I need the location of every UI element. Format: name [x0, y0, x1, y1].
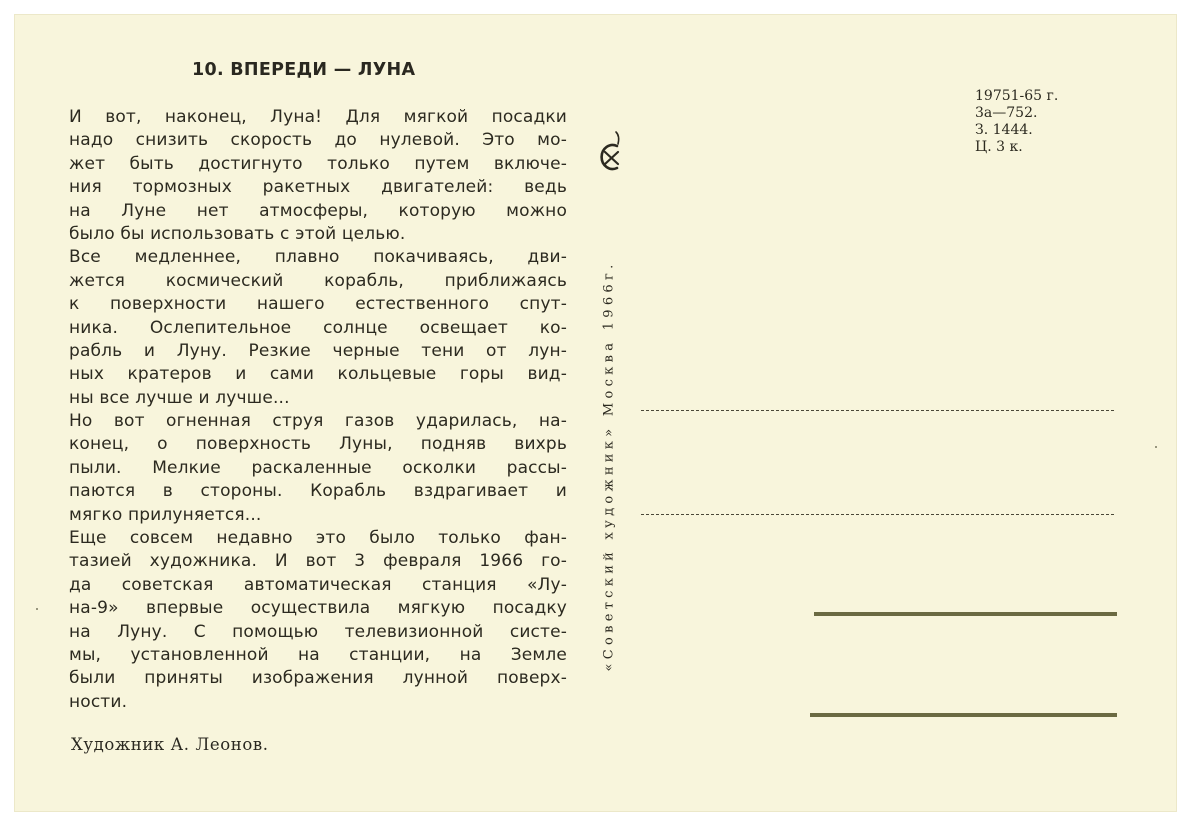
- body-line: Но вот огненная струя газов ударилась, на-: [69, 411, 567, 432]
- body-line: было бы использовать с этой целью.: [69, 223, 406, 244]
- print-info-line: 19751-65 г.: [975, 88, 1059, 104]
- body-line: к поверхности нашего естественного спут-: [69, 294, 567, 315]
- body-line: жется космический корабль, приближаясь: [69, 270, 567, 291]
- body-line: на-9» впервые осуществила мягкую посадку: [69, 598, 567, 619]
- body-line: жет быть достигнуто только путем включе-: [69, 153, 567, 174]
- body-line: рабль и Луну. Резкие черные тени от лун-: [69, 340, 567, 361]
- scan-speck: [1155, 446, 1157, 448]
- address-line: [641, 410, 1114, 411]
- address-line: [814, 612, 1117, 616]
- postcard-title: 10. ВПЕРЕДИ — ЛУНА: [192, 60, 416, 80]
- body-text: [69, 106, 567, 714]
- body-line: Все медленнее, плавно покачиваясь, дви-: [69, 247, 567, 268]
- body-line: паются в стороны. Корабль вздрагивает и: [69, 481, 567, 502]
- body-line: да советская автоматическая станция «Лу-: [69, 574, 567, 595]
- postcard: [14, 14, 1177, 812]
- body-line: конец, о поверхность Луны, подняв вихрь: [69, 434, 567, 455]
- body-line: ности.: [69, 691, 128, 712]
- body-line: И вот, наконец, Луна! Для мягкой посадки: [69, 107, 567, 127]
- print-info-line: З. 1444.: [975, 122, 1033, 138]
- body-line: Еще совсем недавно это было только фан-: [69, 528, 567, 549]
- body-line: мягко прилуняется...: [69, 504, 262, 525]
- address-line: [810, 713, 1117, 717]
- body-line: мы, установленной на станции, на Земле: [69, 644, 567, 665]
- body-line: ния тормозных ракетных двигателей: ведь: [69, 177, 567, 198]
- artist-credit: Художник А. Леонов.: [71, 735, 269, 754]
- body-line: надо снизить скорость до нулевой. Это мо-: [69, 130, 567, 151]
- print-info: [975, 88, 1058, 156]
- body-line: были приняты изображения лунной поверх-: [69, 668, 567, 689]
- address-line: [641, 514, 1114, 515]
- body-line: ны все лучше и лучше...: [69, 387, 290, 408]
- body-line: пыли. Мелкие раскаленные осколки рассы-: [69, 457, 567, 478]
- print-info-line: 3а—752.: [975, 105, 1038, 121]
- body-line: на Луну. С помощью телевизионной систе-: [69, 621, 567, 642]
- body-line: ных кратеров и сами кольцевые горы вид-: [69, 364, 567, 385]
- publisher-logo-icon: [594, 130, 626, 174]
- publisher-imprint: «Советский художник» Москва 1966г.: [601, 260, 617, 672]
- scan-speck: [36, 608, 38, 610]
- body-line: тазией художника. И вот 3 февраля 1966 го-: [69, 551, 567, 572]
- print-info-line: Ц. 3 к.: [975, 139, 1023, 155]
- body-line: на Луне нет атмосферы, которую можно: [69, 200, 567, 221]
- body-line: ника. Ослепительное солнце освещает ко-: [69, 317, 567, 338]
